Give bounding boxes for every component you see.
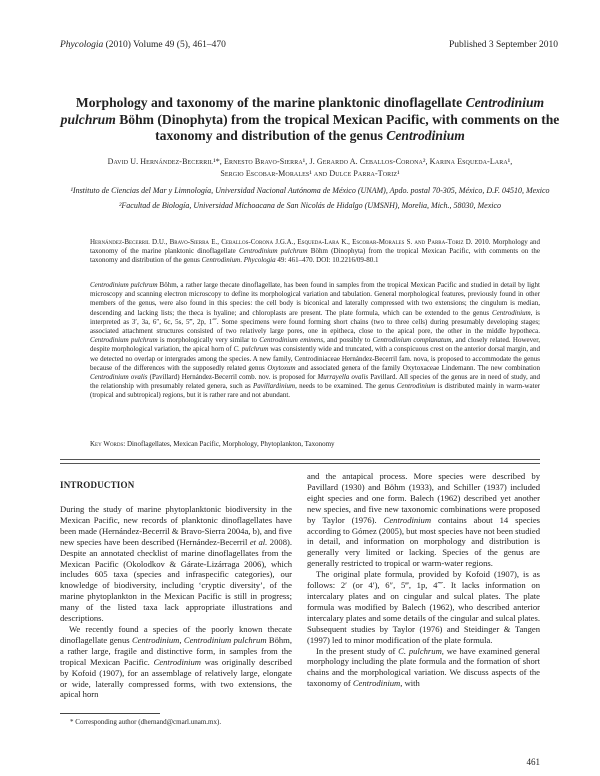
citation-block (90, 238, 540, 266)
abstract-text: is distributed mainly in warm-water (tropical and subtropical) regions, but it is rather rare and not abundant. (90, 382, 541, 400)
paragraph-text: , with (400, 678, 420, 689)
article-title (60, 95, 560, 145)
abstract-species: Centrodinium complanatum (372, 336, 452, 345)
citation-ref: 49: 461–470. DOI: 10.2216/09-80.1 (275, 256, 379, 265)
abstract-text: and associated genera of the family Oxytoxaceae Lindemann. The new combination (295, 363, 540, 372)
paragraph-text: , (179, 634, 184, 645)
paragraph-text: Böhm, a rather large, fragile and distinctive form, in samples from the tropical Mexican Pacific. (60, 634, 293, 667)
citation-text-1: Morphology and taxonomy of the marine planktonic dinoflagellate (90, 238, 541, 256)
journal-name: Phycologia (60, 40, 104, 50)
title-genus: Centrodinium (386, 128, 465, 143)
paragraph-text: , we have examined general morphology including the plate formula and the formation of short chains and the morphological variation. We discuss aspects of the taxonomy of (307, 645, 540, 689)
abstract-species: C. pulchrum (233, 345, 269, 354)
abstract (90, 281, 540, 401)
abstract-text: , is interpreted as 3′, 3a, 6″, 6c, 5s, 5‴, 2p, 1⁗. Some specimens were found forming short chains (two to three cells) during presumably developing stages; associated attachment structures consisted of two relatively large pores, one in epitheca, close to the apical pore, the other in the middle hypotheca. (90, 308, 540, 336)
abstract-text: , and closely related. However, despite morphological variation, the apical horn of (90, 336, 541, 354)
paragraph (60, 624, 292, 700)
species-name: C. pulchrum (398, 645, 442, 656)
running-header-citation (60, 40, 226, 50)
keywords-label: Key Words: (90, 440, 126, 448)
page-number: 461 (526, 757, 540, 767)
abstract-text: (Pavillard) Hernández-Becerril comb. nov. is proposed for (147, 373, 318, 382)
author-line-2: Sergio Escobar-Morales¹ and Dulce Parra-Toriz¹ (220, 169, 400, 178)
genus-name: Centrodinium (153, 656, 202, 667)
citation-authors: Hernández-Becerril D.U., Bravo-Sierra E., Ceballos-Corona J.G.A., Esqueda-Lara K., Escobar-Morales S. and Parra-Toriz D. 2010. (90, 238, 491, 246)
divider-rule (60, 463, 540, 464)
keywords (90, 440, 540, 449)
abstract-text: , and possibly to (323, 336, 373, 345)
footnote-rule (60, 713, 160, 714)
abstract-genus: Oxytoxum (267, 363, 296, 372)
species-name: Centrodinium pulchrum (183, 634, 267, 645)
paragraph (307, 569, 540, 645)
abstract-text: Böhm, a rather large thecate dinoflagellate, has been found in samples from the tropical Mexican Pacific and studied in detail by light microscopy and scanning electron microscopy to define its morphological variation and tabulation. General morphological features, previously found in other members of the genus, were also found in this species: the cell body is biconical and laterally compressed with two extensions; the cingulum is median, descending and lacking lists; the theca is hyaline; and chloroplasts are present. The plate formula, which can be extended to the genus (90, 281, 540, 317)
paragraph-text: and the antapical process. More species were described by Pavillard (1930) and Böhm (1933), and Schiller (1937) included eight species and one form. Balech (1962) described yet another new species, and five new taxonomic combinations were proposed by Taylor (1976). (307, 471, 540, 525)
genus-name: Centrodinium (352, 678, 401, 689)
corresponding-author-footnote: * Corresponding author (dhernand@cmarl.unam.mx). (70, 718, 222, 726)
author-list (60, 156, 560, 180)
abstract-text: is morphologically very similar to (157, 336, 260, 345)
abstract-genus: Centrodinium (492, 308, 531, 317)
citation-genus: Centrodinium (201, 256, 241, 265)
paragraph-text: We recently found a species of the poorly known thecate dinoflagellate genus (60, 623, 292, 645)
abstract-text: was consistently wide and truncated, with a conspicuous crest on the anterior dorsal margin, and we detected no overlap or intergrades among the species. A new family, Centrodiniaceae Hernández-Becerril fam. nova, is proposed to accommodate the genus because of the differences with the supposedly related genus (90, 345, 540, 372)
genus-name: Centrodinium (131, 634, 180, 645)
paragraph (307, 646, 540, 690)
abstract-species: Centrodinium eminens (259, 336, 324, 345)
citation-species: Centrodinium pulchrum (238, 247, 308, 256)
section-heading-introduction: INTRODUCTION (60, 480, 135, 490)
paragraph-text: The original plate formula, provided by Kofoid (1907), is as follows: 2′ (or 4′), 6″, 5‴, 1p, 4⁗. It lacks information on intercalary plates and on cingular and sulcal plates. The plate formula was modified by Balech (1962), who described anterior intercalary plates and some details of the cingular and sulcal plates. Subsequent studies by Taylor (1976) and Steidinger & Tangen (1997) led to minor modification of the plate formula. (307, 569, 540, 645)
abstract-species: Centrodinium pulchrum (90, 281, 158, 289)
divider-rule (60, 459, 540, 460)
abstract-genus: Pavillardinium (252, 382, 296, 391)
affiliation-2: ²Facultad de Biología, Universidad Michoacana de San Nicolás de Hidalgo (UMSNH), Morelia, Mich., 58030, Mexico (118, 201, 502, 210)
abstract-genus: Centrodinium (396, 382, 436, 391)
keywords-list: Dinoflagellates, Mexican Pacific, Morphology, Phytoplankton, Taxonomy (125, 440, 335, 448)
paragraph (60, 504, 292, 624)
body-column-left (60, 504, 292, 700)
abstract-text: , needs to be examined. The genus (295, 382, 397, 391)
paragraph-text: In the present study of (316, 645, 399, 656)
affiliation-1: ¹Instituto de Ciencias del Mar y Limnología, Universidad Nacional Autónoma de México (UNAM), Apdo. postal 70-305, México, D.F. 04510, Mexico (70, 186, 550, 195)
abstract-species: Centrodinium pulchrum (90, 336, 158, 345)
author-line-1: David U. Hernández-Becerril¹*, Ernesto Bravo-Sierra¹, J. Gerardo A. Ceballos-Corona², Karina Esqueda-Lara¹, (107, 157, 513, 166)
et-al: et al. (249, 536, 268, 547)
title-text-1: Morphology and taxonomy of the marine planktonic dinoflagellate (75, 95, 466, 110)
published-date: Published 3 September 2010 (449, 40, 558, 50)
paragraph-text: 2008). Despite an annotated checklist of marine dinoflagellates from the Mexican Pacific (Okolodkov & Gárate-Lizárraga 2006), which includes 605 taxa (species and infraspecific categories), our knowledge of biodiversity, including ‘cryptic diversity’, of the marine phytoplankton in the Mexican Pacific is still in progress; many of the listed taxa lack appropriate illustrations and descriptions. (60, 536, 292, 624)
title-species: Centrodinium pulchrum (60, 95, 545, 127)
genus-name: Centrodinium (383, 514, 432, 525)
citation-text-3: . (240, 256, 244, 265)
title-text-2: Böhm (Dinophyta) from the tropical Mexican Pacific, with comments on the taxonomy and distribution of the genus (115, 111, 560, 143)
body-column-right (307, 471, 540, 689)
volume-info: (2010) Volume 49 (5), 461–470 (103, 40, 226, 50)
abstract-text: Pavillard. All species of the genus are in need of study, and the relationship with presumably related genera, such as (90, 373, 540, 391)
paragraph-text: was originally described by Kofoid (1907), for an assemblage of relatively large, elongate or wide, laterally compressed forms, with two extensions, the apical horn (60, 656, 292, 700)
abstract-species: Centrodinium ovalis (90, 373, 148, 382)
affiliations (60, 185, 560, 215)
abstract-species: Murrayella ovalis (317, 373, 369, 382)
paragraph (307, 471, 540, 569)
paragraph-text: contains about 14 species according to Gómez (2005), but most species have not been studied in detail, and information on morphology and distribution is generally very limited or lacking. Species of the genus are generally restricted to tropical or warm-water regions. (307, 514, 540, 569)
paragraph-text: During the study of marine phytoplanktonic biodiversity in the Mexican Pacific, new records of planktonic dinoflagellates have been made (Hernández-Becerril & Bravo-Sierra 2004a, b), and five new species have been described (Hernández-Becerril (60, 504, 292, 547)
citation-text-2: Böhm (Dinophyta) from the tropical Mexican Pacific, with comments on the taxonomy and distribution of the genus (90, 247, 540, 265)
citation-journal: Phycologia (243, 256, 276, 265)
